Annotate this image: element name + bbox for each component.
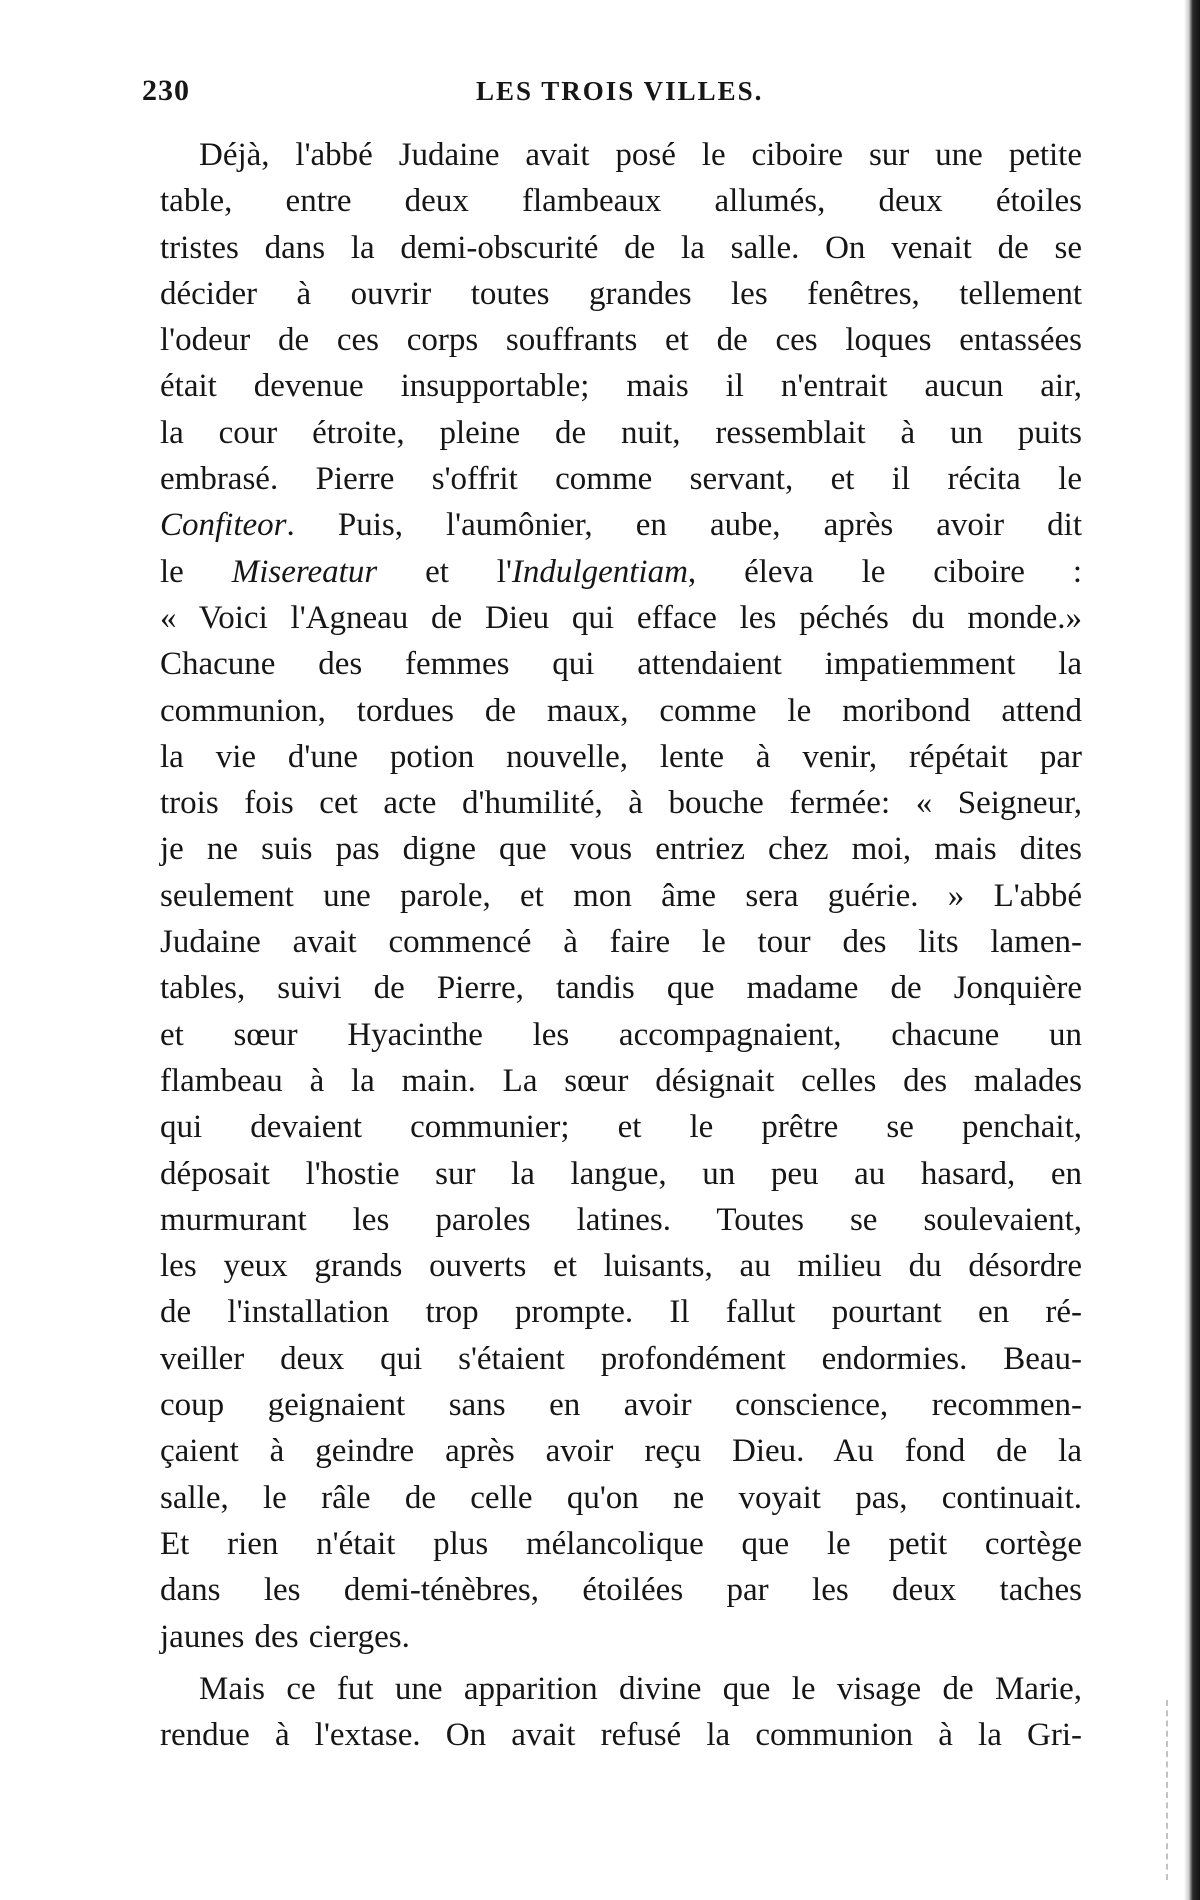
text-line: embrasé. Pierre s'offrit comme servant, et il récita le bbox=[160, 461, 1082, 498]
text-line: l'odeur de ces corps souffrants et de ces loques entassées bbox=[160, 322, 1082, 359]
text-line: coup geignaient sans en avoir conscience, recommen- bbox=[160, 1387, 1082, 1424]
page-binding-edge bbox=[1184, 0, 1200, 1900]
text-line: çaient à geindre après avoir reçu Dieu. Au fond de la bbox=[160, 1433, 1082, 1470]
page-edge-marks bbox=[1166, 1700, 1178, 1880]
text-line: le Misereatur et l'Indulgentiam, éleva le ciboire : bbox=[160, 553, 1082, 590]
paragraph-1 bbox=[160, 132, 1082, 1660]
text-line: trois fois cet acte d'humilité, à bouche fermée: « Seigneur, bbox=[160, 785, 1082, 822]
text-line: Confiteor. Puis, l'aumônier, en aube, après avoir dit bbox=[160, 507, 1082, 544]
page-number: 230 bbox=[142, 74, 190, 107]
text-line: Déjà, l'abbé Judaine avait posé le ciboire sur une petite bbox=[199, 137, 1082, 173]
text-line: tables, suivi de Pierre, tandis que madame de Jonquière bbox=[160, 970, 1082, 1007]
text-line: Chacune des femmes qui attendaient impatiemment la bbox=[160, 646, 1082, 683]
text-line: déposait l'hostie sur la langue, un peu au hasard, en bbox=[160, 1155, 1082, 1192]
text-line: salle, le râle de celle qu'on ne voyait pas, continuait. bbox=[160, 1479, 1082, 1516]
body-text bbox=[160, 132, 1082, 1758]
text-line: jaunes des cierges. bbox=[160, 1618, 410, 1655]
text-line: Et rien n'était plus mélancolique que le petit cortège bbox=[160, 1525, 1082, 1562]
text-line: veiller deux qui s'étaient profondément endormies. Beau- bbox=[160, 1340, 1082, 1377]
text-line: était devenue insupportable; mais il n'entrait aucun air, bbox=[160, 368, 1082, 405]
text-line: je ne suis pas digne que vous entriez chez moi, mais dites bbox=[160, 831, 1082, 868]
text-line: murmurant les paroles latines. Toutes se soulevaient, bbox=[160, 1201, 1082, 1238]
paragraph-2 bbox=[160, 1666, 1082, 1759]
text-line: « Voici l'Agneau de Dieu qui efface les péchés du monde.» bbox=[160, 599, 1082, 636]
text-line: dans les demi-ténèbres, étoilées par les deux taches bbox=[160, 1572, 1082, 1609]
text-line: de l'installation trop prompte. Il fallut pourtant en ré- bbox=[160, 1294, 1082, 1331]
text-line: qui devaient communier; et le prêtre se penchait, bbox=[160, 1109, 1082, 1146]
running-title: LES TROIS VILLES. bbox=[476, 76, 764, 106]
text-line: les yeux grands ouverts et luisants, au milieu du désordre bbox=[160, 1248, 1082, 1285]
text-line: et sœur Hyacinthe les accompagnaient, chacune un bbox=[160, 1016, 1082, 1053]
text-line: communion, tordues de maux, comme le moribond attend bbox=[160, 692, 1082, 729]
text-line: rendue à l'extase. On avait refusé la communion à la Gri- bbox=[160, 1717, 1082, 1754]
text-line: la cour étroite, pleine de nuit, ressemblait à un puits bbox=[160, 414, 1082, 451]
text-line: Judaine avait commencé à faire le tour des lits lamen- bbox=[160, 924, 1082, 961]
text-line: décider à ouvrir toutes grandes les fenêtres, tellement bbox=[160, 275, 1082, 312]
text-line: la vie d'une potion nouvelle, lente à venir, répétait par bbox=[160, 738, 1082, 775]
text-line: seulement une parole, et mon âme sera guérie. » L'abbé bbox=[160, 877, 1082, 914]
text-line: flambeau à la main. La sœur désignait celles des malades bbox=[160, 1062, 1082, 1099]
text-line: table, entre deux flambeaux allumés, deux étoiles bbox=[160, 183, 1082, 220]
text-line: Mais ce fut une apparition divine que le visage de Marie, bbox=[199, 1670, 1082, 1707]
running-head bbox=[142, 74, 1080, 114]
text-line: tristes dans la demi-obscurité de la salle. On venait de se bbox=[160, 229, 1082, 266]
